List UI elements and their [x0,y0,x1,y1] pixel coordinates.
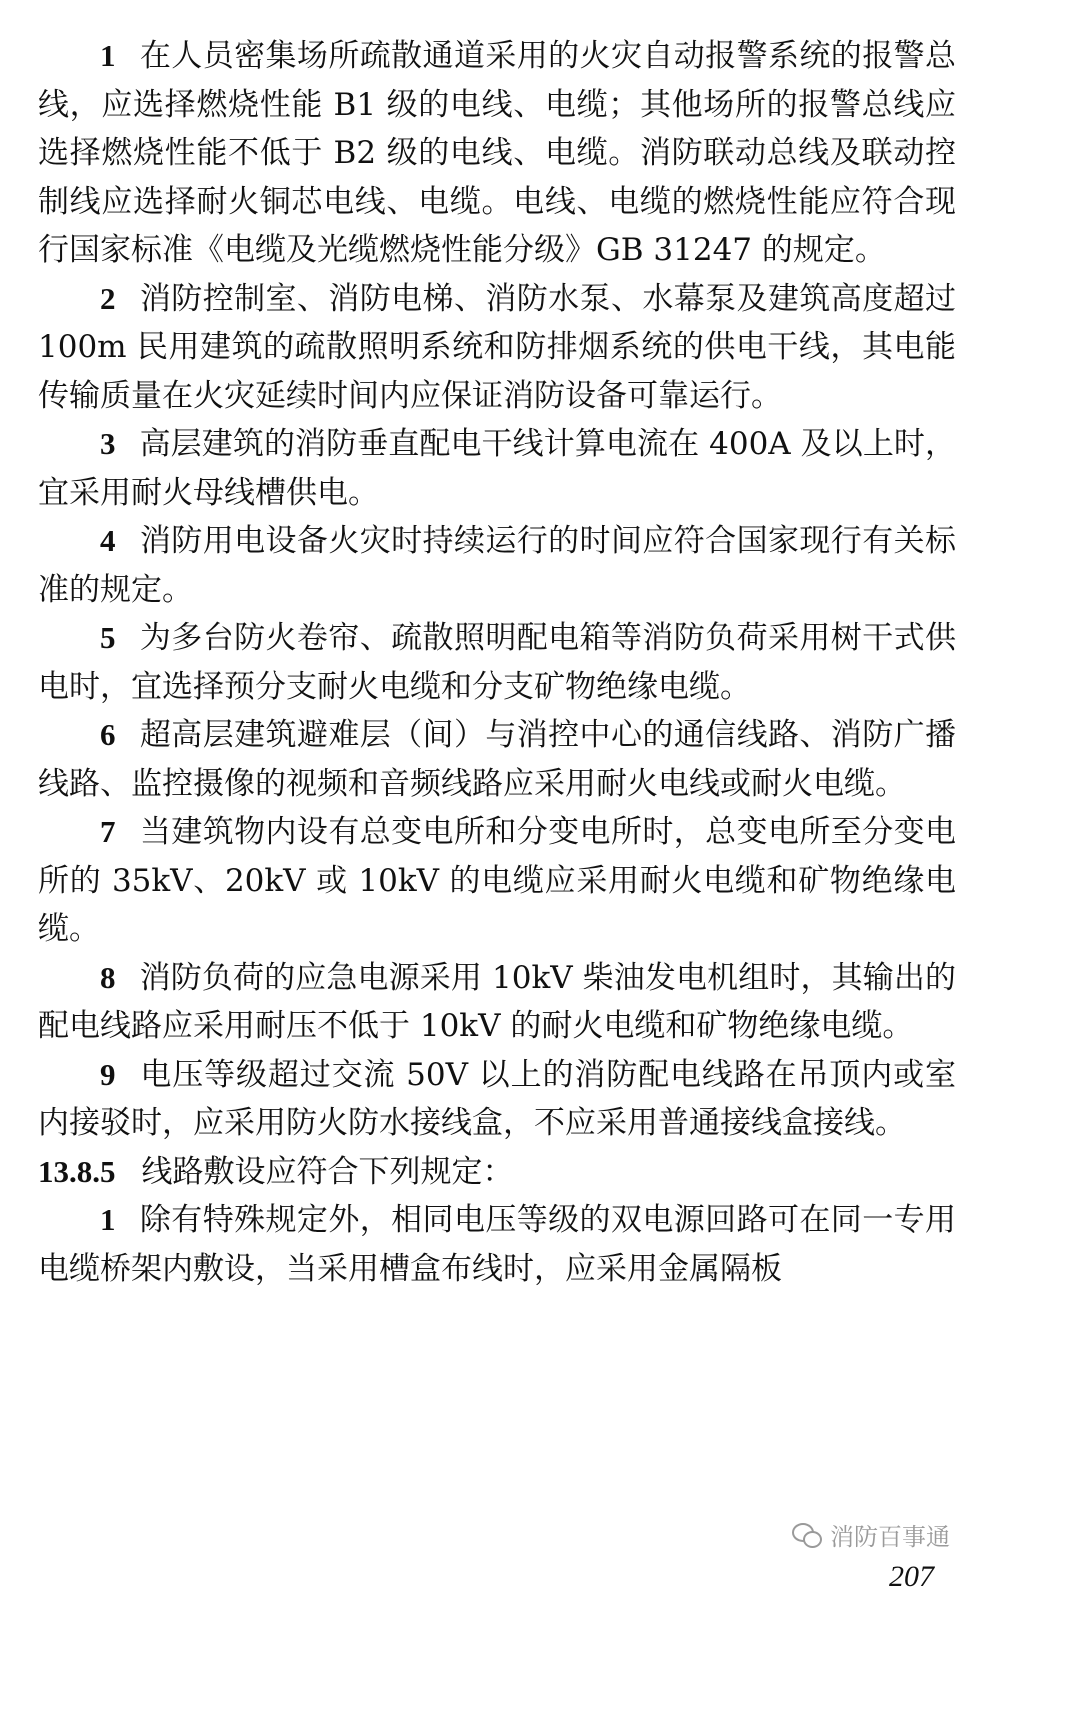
list-item-5 [38,614,956,711]
list-item-1 [38,32,956,275]
item-text: 超高层建筑避难层（间）与消控中心的通信线路、消防广播线路、监控摄像的视频和音频线路应采用耐火电线或耐火电缆。 [38,717,956,802]
item-text: 为多台防火卷帘、疏散照明配电箱等消防负荷采用树干式供电时，宜选择预分支耐火电缆和分支矿物绝缘电缆。 [38,620,956,705]
page-number: 207 [889,1560,934,1593]
clause-text: 线路敷设应符合下列规定： [141,1153,514,1190]
clause-list-item-1 [38,1196,956,1293]
item-text: 当建筑物内设有总变电所和分变电所时，总变电所至分变电所的 35kV、20kV 或 10kV 的电缆应采用耐火电缆和矿物绝缘电缆。 [38,814,956,947]
list-item-4 [38,517,956,614]
list-item-6 [38,711,956,808]
watermark [792,1517,950,1552]
item-text: 在人员密集场所疏散通道采用的火灾自动报警系统的报警总线，应选择燃烧性能 B1 级的电线、电缆；其他场所的报警总线应选择燃烧性能不低于 B2 级的电线、电缆。消防联动总线及联动控制线应选择耐火铜芯电线、电缆。电线、电缆的燃烧性能应符合现行国家标准《电缆及光缆燃烧性能分级》GB 31247 的规定。 [38,38,956,268]
wechat-icon [792,1523,822,1547]
list-item-3 [38,420,956,517]
item-number: 3 [100,426,116,461]
item-number: 8 [100,959,116,995]
list-item-9 [38,1051,956,1148]
item-number: 1 [100,1202,116,1237]
item-number: 1 [100,38,116,73]
item-text: 消防用电设备火灾时持续运行的时间应符合国家现行有关标准的规定。 [38,523,956,608]
item-text: 消防控制室、消防电梯、消防水泵、水幕泵及建筑高度超过 100m 民用建筑的疏散照明系统和防排烟系统的供电干线，其电能传输质量在火灾延续时间内应保证消防设备可靠运行。 [38,280,956,414]
item-text: 电压等级超过交流 50V 以上的消防配电线路在吊顶内或室内接驳时，应采用防火防水接线盒，不应采用普通接线盒接线。 [38,1056,956,1141]
item-number: 2 [100,280,116,316]
item-text: 除有特殊规定外，相同电压等级的双电源回路可在同一专用电缆桥架内敷设，当采用槽盒布线时，应采用金属隔板 [38,1202,956,1287]
clause-number: 13.8.5 [38,1153,116,1189]
list-item-8 [38,954,956,1051]
item-text: 高层建筑的消防垂直配电干线计算电流在 400A 及以上时，宜采用耐火母线槽供电。 [38,426,956,511]
list-item-7 [38,808,956,954]
document-body [38,32,956,1293]
clause-heading [38,1148,956,1197]
item-number: 5 [100,620,116,655]
item-number: 9 [100,1056,116,1092]
item-number: 7 [100,814,116,849]
item-text: 消防负荷的应急电源采用 10kV 柴油发电机组时，其输出的配电线路应采用耐压不低于 10kV 的耐火电缆和矿物绝缘电缆。 [38,959,956,1044]
item-number: 4 [100,523,116,558]
watermark-text: 消防百事通 [830,1523,950,1551]
item-number: 6 [100,717,116,752]
list-item-2 [38,275,956,421]
